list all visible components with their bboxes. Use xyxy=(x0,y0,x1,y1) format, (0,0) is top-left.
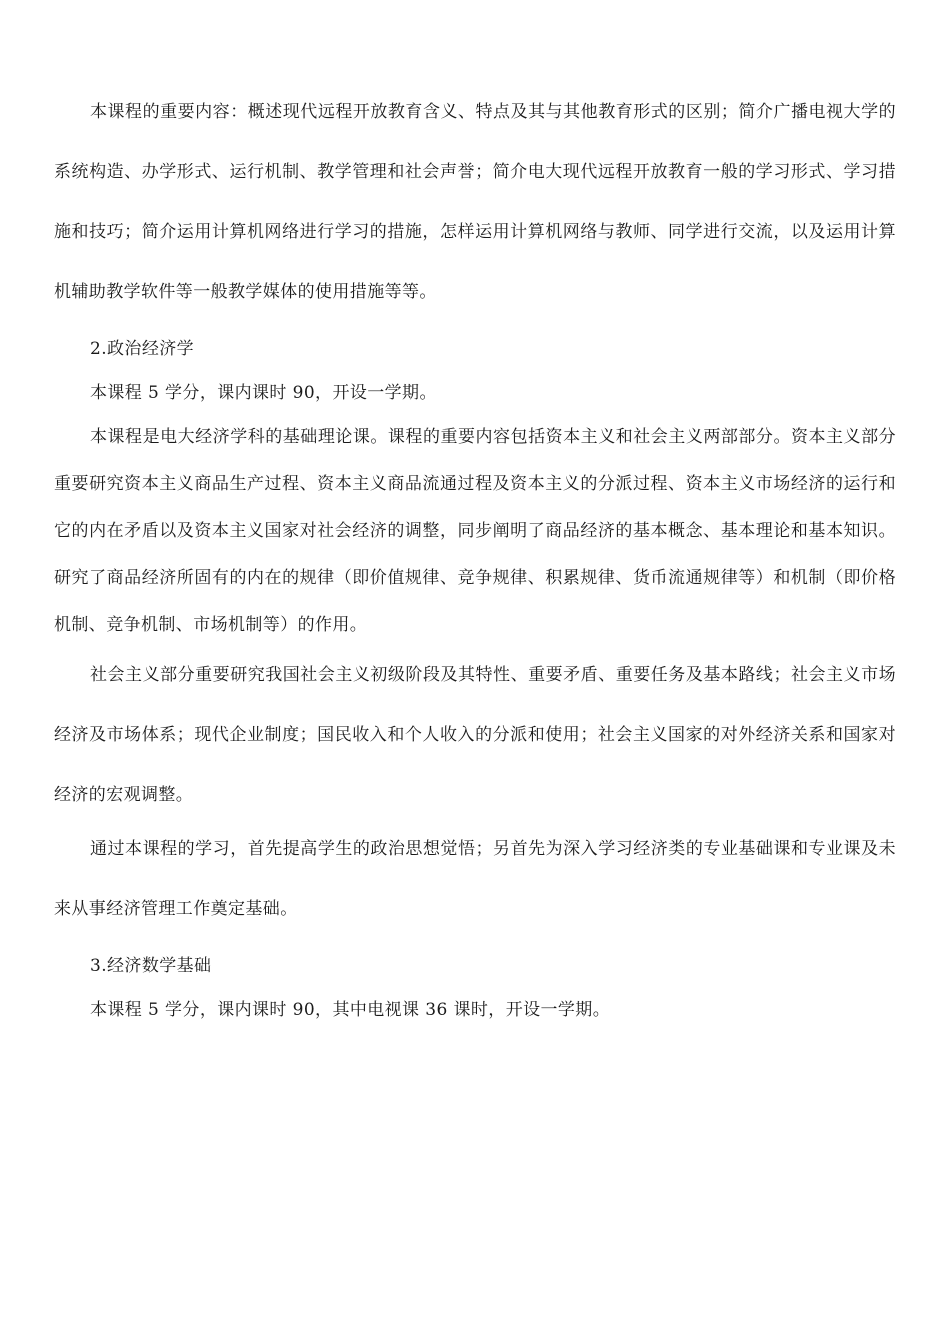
course-description-paragraph: 本课程是电大经济学科的基础理论课。课程的重要内容包括资本主义和社会主义两部部分。资本主义部分重要研究资本主义商品生产过程、资本主义商品流通过程及资本主义的分派过程、资本主义市场经济的运行和它的内在矛盾以及资本主义国家对社会经济的调整，同步阐明了商品经济的基本概念、基本理论和基本知识。研究了商品经济所固有的内在的规律（即价值规律、竞争规律、积累规律、货币流通规律等）和机制（即价格机制、竞争机制、市场机制等）的作用。 xyxy=(54,427,896,635)
socialism-section-paragraph: 社会主义部分重要研究我国社会主义初级阶段及其特性、重要矛盾、重要任务及基本路线；社会主义市场经济及市场体系；现代企业制度；国民收入和个人收入的分派和使用；社会主义国家的对外经济关系和国家对经济的宏观调整。 xyxy=(54,665,896,805)
math-credit-info-paragraph: 本课程 5 学分，课内课时 90，其中电视课 36 课时，开设一学期。 xyxy=(90,1000,611,1020)
section-heading-political-economy: 2.政治经济学 xyxy=(90,339,195,359)
learning-goals-paragraph: 通过本课程的学习，首先提高学生的政治思想觉悟；另首先为深入学习经济类的专业基础课和专业课及未来从事经济管理工作奠定基础。 xyxy=(54,839,896,919)
course-content-paragraph: 本课程的重要内容：概述现代远程开放教育含义、特点及其与其他教育形式的区别；简介广播电视大学的系统构造、办学形式、运行机制、教学管理和社会声誉；简介电大现代远程开放教育一般的学习形式、学习措施和技巧；简介运用计算机网络进行学习的措施，怎样运用计算机网络与教师、同学进行交流，以及运用计算机辅助教学软件等一般教学媒体的使用措施等等。 xyxy=(54,102,896,302)
credit-info-paragraph: 本课程 5 学分，课内课时 90，开设一学期。 xyxy=(90,383,437,403)
document-body xyxy=(54,82,896,1027)
section-heading-economic-math: 3.经济数学基础 xyxy=(90,956,212,976)
